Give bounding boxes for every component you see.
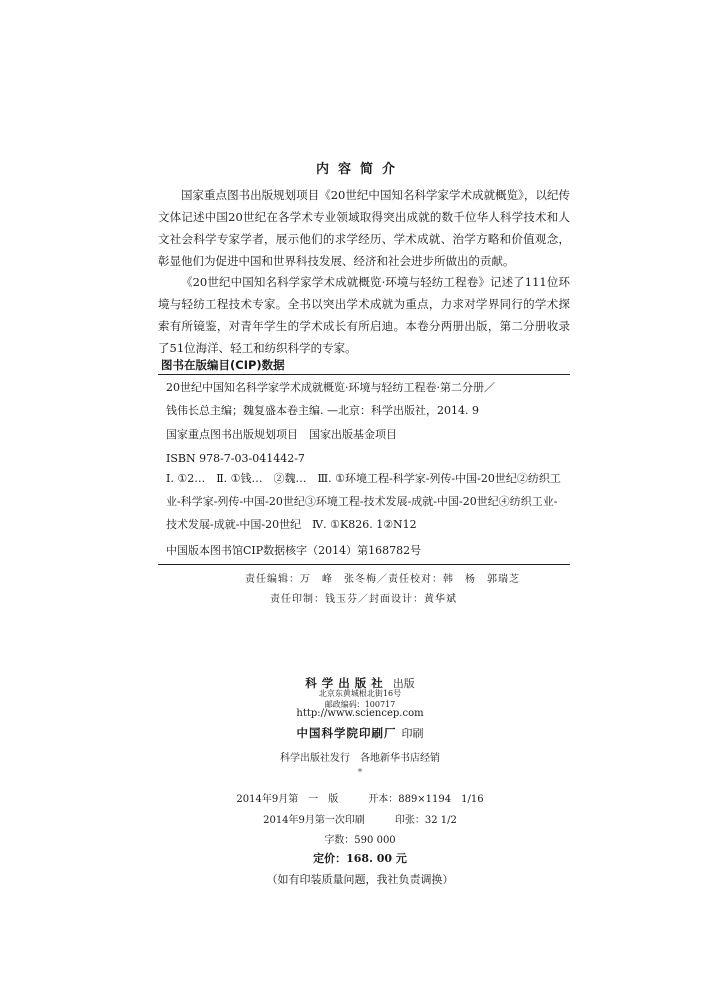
printer-line	[0, 722, 720, 741]
cip-bottom-rule	[158, 564, 570, 565]
edition-info: 2014年9月第 一 版	[236, 794, 339, 805]
publisher-suffix: 出版	[392, 677, 415, 690]
cip-core-number: 中国版本图书馆CIP数据核字（2014）第168782号	[166, 544, 422, 557]
format-info: 开本：889×1194 1/16	[368, 794, 484, 805]
cip-project-line: 国家重点图书出版规划项目 国家出版基金项目	[166, 428, 397, 441]
sheets-info: 印张：32 1/2	[394, 815, 457, 826]
printer-name: 中国科学院印刷厂	[296, 726, 397, 740]
print-design-credits: 责任印制：钱玉芬／封面设计：黄华斌	[270, 594, 457, 605]
printer-suffix: 印刷	[401, 727, 424, 740]
distribution-line: 科学出版社发行 各地新华书店经销	[280, 753, 440, 764]
edition-row	[0, 790, 720, 805]
summary-paragraph-1: 国家重点图书出版规划项目《20世纪中国知名科学家学术成就概览》，以纪传文体记述中国20世纪在各学术专业领域取得突出成就的数千位华人科学技术和人文社会科学专家学者，展示他们的求学经历、学术成就、治学方略和价值观念，彰显他们为促进中国和世界科技发展、经济和社会进步所做出的贡献。	[158, 188, 570, 268]
separator-star: *	[357, 768, 363, 778]
cip-classification: Ⅰ. ①2… Ⅱ. ①钱… ②魏… Ⅲ. ①环境工程-科学家-列传-中国-20世纪②纺织工业-科学家-列传-中国-20世纪③环境工程-技术发展-成就-中国-20世纪④纺织工业-技术发展-成就-中国-20世纪 Ⅳ. ①K826. 1②N12	[166, 472, 561, 531]
publisher-postcode: 邮政编码：100717	[324, 700, 396, 709]
cip-top-rule	[158, 374, 570, 375]
cip-isbn: ISBN 978-7-03-041442-7	[166, 452, 305, 465]
cip-title-line: 20世纪中国知名科学家学术成就概览·环境与轻纺工程卷·第二分册／	[166, 381, 495, 394]
publisher-url: http://www.sciencep.com	[296, 708, 424, 719]
publisher-address: 北京东黄城根北街16号	[318, 689, 402, 698]
cip-heading: 图书在版编目(CIP)数据	[161, 358, 285, 372]
editor-credits: 责任编辑：万 峰 张冬梅／责任校对：韩 杨 郭瑞芝	[245, 574, 520, 585]
word-count: 字数：590 000	[324, 835, 396, 846]
printing-info: 2014年9月第一次印刷	[263, 815, 365, 826]
cip-author-line: 钱伟长总主编；魏复盛本卷主编. —北京：科学出版社，2014. 9	[166, 404, 479, 417]
summary-title: 内容简介	[315, 162, 404, 177]
publisher-name: 科学出版社	[305, 676, 388, 690]
quality-notice: （如有印装质量问题，我社负责调换）	[266, 873, 454, 886]
price: 定价：168. 00 元	[313, 852, 407, 865]
printing-row	[0, 811, 720, 826]
summary-paragraph-2: 《20世纪中国知名科学家学术成就概览·环境与轻纺工程卷》记述了111位环境与轻纺工程技术专家。全书以突出学术成就为重点，力求对学界同行的学术探索有所镜鉴，对青年学生的学术成长有所启迪。本卷分两册出版，第二分册收录了51位海洋、轻工和纺织科学的专家。	[158, 275, 570, 355]
